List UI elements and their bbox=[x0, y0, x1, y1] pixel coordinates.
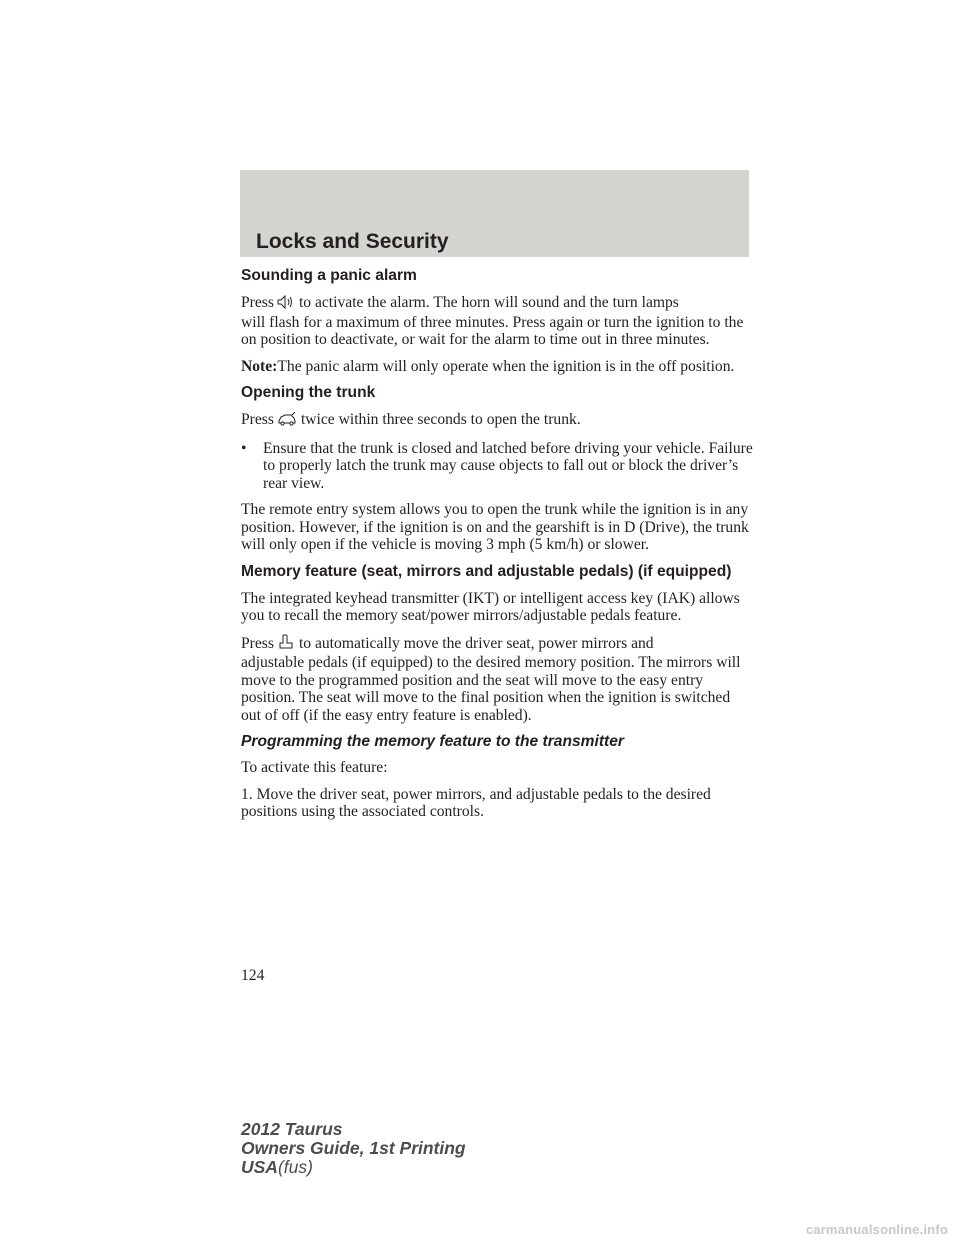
trunk-body: The remote entry system allows you to open the trunk while the ignition is in any position. However, if the ignition is on and the gearshift is in D (Drive), the trunk will only open if the vehicle is moving 3 mph (5 km/h) or slower. bbox=[241, 501, 749, 553]
step-1: 1. Move the driver seat, power mirrors, and adjustable pedals to the desired positions using the associated controls. bbox=[241, 785, 711, 820]
panic-alarm-line1: to activate the alarm. The horn will sound and the turn lamps bbox=[298, 294, 679, 311]
press-label: Press bbox=[241, 411, 274, 428]
trunk-bullet-list bbox=[241, 440, 753, 493]
footer-printing: Owners Guide, 1st Printing bbox=[241, 1138, 466, 1158]
memory-body: adjustable pedals (if equipped) to the desired memory position. The mirrors will move to the programmed position and the seat will move to the easy entry position. The seat will move to the final position when the ignition is switched out of off (if the easy entry feature is enabled). bbox=[241, 654, 741, 724]
panic-alarm-note bbox=[241, 358, 753, 376]
trunk-release-icon bbox=[277, 412, 297, 431]
trunk-line1: twice within three seconds to open the trunk. bbox=[300, 411, 581, 428]
panic-alarm-heading: Sounding a panic alarm bbox=[241, 267, 417, 284]
footer-region-code: (fus) bbox=[277, 1157, 313, 1177]
page-content bbox=[241, 267, 753, 830]
footer-model: 2012 Taurus bbox=[241, 1119, 343, 1139]
list-item bbox=[241, 440, 753, 493]
page-number: 124 bbox=[241, 967, 265, 984]
memory-heading: Memory feature (seat, mirrors and adjustable pedals) (if equipped) bbox=[241, 562, 732, 580]
press-label: Press bbox=[241, 634, 274, 652]
memory-instruction bbox=[241, 634, 753, 655]
memory-seat-icon bbox=[277, 634, 295, 655]
section-title: Locks and Security bbox=[256, 230, 449, 253]
panic-alarm-instruction bbox=[241, 294, 753, 314]
programming-subheading: Programming the memory feature to the transmitter bbox=[241, 733, 624, 750]
note-text: The panic alarm will only operate when the ignition is in the off position. bbox=[277, 357, 735, 375]
memory-line1: to automatically move the driver seat, power mirrors and bbox=[298, 634, 654, 652]
panic-alarm-icon bbox=[277, 295, 295, 314]
bullet-marker: • bbox=[241, 439, 247, 457]
trunk-heading: Opening the trunk bbox=[241, 384, 376, 401]
memory-intro: The integrated keyhead transmitter (IKT) or intelligent access key (IAK) allows you to recall the memory seat/power mirrors/adjustable pedals feature. bbox=[241, 589, 740, 624]
trunk-instruction bbox=[241, 411, 753, 431]
activate-text: To activate this feature: bbox=[241, 759, 388, 776]
document-footer bbox=[241, 1120, 466, 1177]
footer-region-main: USA bbox=[241, 1157, 278, 1177]
note-label: Note: bbox=[241, 357, 278, 375]
watermark: carmanualsonline.info bbox=[805, 1222, 948, 1237]
panic-alarm-body: will flash for a maximum of three minutes. Press again or turn the ignition to the on position to deactivate, or wait for the alarm to time out in three minutes. bbox=[241, 313, 744, 348]
press-label: Press bbox=[241, 294, 274, 311]
footer-region bbox=[241, 1158, 466, 1177]
bullet-text: Ensure that the trunk is closed and latched before driving your vehicle. Failure to properly latch the trunk may cause objects to fall out or block the driver’s rear view. bbox=[263, 439, 753, 492]
